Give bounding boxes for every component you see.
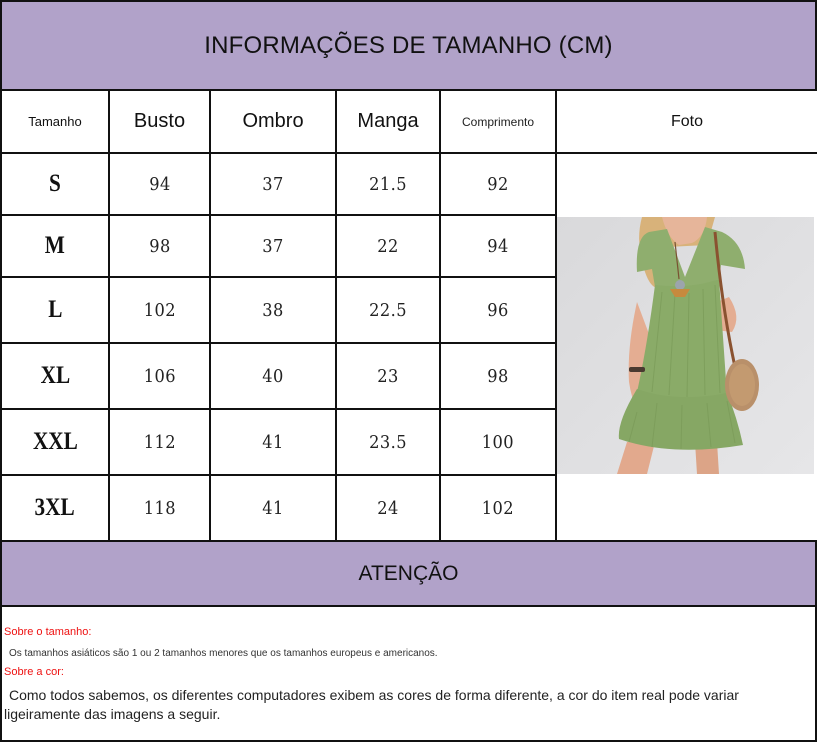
measurement-cell — [335, 152, 441, 216]
measurement-cell — [439, 276, 557, 344]
measurement-cell-text: 92 — [487, 173, 509, 195]
size-note-text: Os tamanhos asiáticos são 1 ou 2 tamanhos menores que os tamanhos europeus e americanos. — [9, 648, 438, 659]
size-label-cell-text: XXL — [32, 428, 78, 455]
measurement-cell-text: 24 — [377, 497, 399, 519]
size-label-cell — [0, 276, 110, 344]
measurement-cell-text: 94 — [487, 235, 509, 257]
measurement-cell — [108, 474, 211, 542]
measurement-cell — [209, 408, 337, 476]
measurement-cell — [209, 152, 337, 216]
measurement-cell-text: 98 — [487, 365, 509, 387]
measurement-cell-text: 41 — [262, 497, 284, 519]
column-header-comprimento — [439, 89, 557, 154]
column-header-busto-text: Busto — [133, 110, 186, 132]
color-note-label: Sobre a cor: — [4, 666, 64, 678]
measurement-cell-text: 37 — [262, 235, 284, 257]
attention-banner — [0, 540, 817, 607]
size-label-cell-text: S — [49, 170, 61, 197]
measurement-cell-text: 40 — [262, 365, 284, 387]
measurement-cell — [439, 342, 557, 410]
measurement-cell — [439, 474, 557, 542]
measurement-cell — [108, 408, 211, 476]
measurement-cell — [335, 276, 441, 344]
size-label-cell — [0, 152, 110, 216]
measurement-cell — [108, 276, 211, 344]
measurement-cell — [335, 408, 441, 476]
column-header-ombro — [209, 89, 337, 154]
measurement-cell-text: 41 — [262, 431, 284, 453]
size-label-cell-text: XL — [40, 362, 70, 389]
column-header-foto-text: Foto — [670, 112, 703, 130]
product-photo — [557, 217, 814, 474]
measurement-cell-text: 102 — [481, 497, 515, 519]
size-label-cell — [0, 214, 110, 278]
measurement-cell — [209, 342, 337, 410]
measurement-cell-text: 100 — [481, 431, 515, 453]
measurement-cell-text: 23.5 — [369, 431, 407, 453]
size-label-cell-text: M — [44, 232, 66, 259]
size-label-cell — [0, 342, 110, 410]
column-header-comprimento-text: Comprimento — [461, 114, 535, 129]
measurement-cell-text: 22 — [377, 235, 399, 257]
measurement-cell-text: 94 — [148, 173, 171, 195]
measurement-cell-text: 118 — [143, 497, 176, 519]
size-label-cell — [0, 474, 110, 542]
measurement-cell — [209, 474, 337, 542]
column-header-foto — [555, 89, 817, 154]
measurement-cell — [108, 342, 211, 410]
size-label-cell-text: L — [47, 296, 63, 323]
measurement-cell — [335, 474, 441, 542]
measurement-cell — [108, 214, 211, 278]
measurement-cell-text: 98 — [148, 235, 171, 257]
color-note-text: Como todos sabemos, os diferentes computadores exibem as cores de forma diferente, a cor do item real pode variar ligeiramente das imagens a seguir. — [4, 687, 739, 722]
column-header-ombro-text: Ombro — [242, 110, 304, 132]
measurement-cell-text: 106 — [143, 365, 176, 387]
measurement-cell — [439, 152, 557, 216]
size-label-cell — [0, 408, 110, 476]
measurement-cell-text: 96 — [487, 299, 509, 321]
measurement-cell-text: 102 — [143, 299, 176, 321]
measurement-cell-text: 22.5 — [369, 299, 407, 321]
measurement-cell — [209, 214, 337, 278]
measurement-cell — [335, 342, 441, 410]
measurement-cell-text: 37 — [262, 173, 284, 195]
size-note-label: Sobre o tamanho: — [4, 626, 92, 638]
column-header-manga-text: Manga — [357, 110, 419, 132]
attention-title: ATENÇÃO — [358, 561, 459, 585]
measurement-cell-text: 112 — [143, 431, 176, 453]
attention-notes — [0, 605, 817, 742]
page-title: INFORMAÇÕES DE TAMANHO (CM) — [204, 31, 613, 59]
column-header-tamanho-text: Tamanho — [28, 114, 82, 129]
measurement-cell — [439, 408, 557, 476]
column-header-tamanho — [0, 89, 110, 154]
measurement-cell — [335, 214, 441, 278]
measurement-cell-text: 23 — [377, 365, 399, 387]
measurement-cell — [108, 152, 211, 216]
column-header-busto — [108, 89, 211, 154]
measurement-cell-text: 21.5 — [369, 173, 407, 195]
dress-model-image — [557, 217, 814, 474]
measurement-cell-text: 38 — [262, 299, 284, 321]
column-header-manga — [335, 89, 441, 154]
size-info-title-banner — [0, 0, 817, 91]
size-label-cell-text: 3XL — [34, 494, 76, 521]
measurement-cell — [439, 214, 557, 278]
measurement-cell — [209, 276, 337, 344]
